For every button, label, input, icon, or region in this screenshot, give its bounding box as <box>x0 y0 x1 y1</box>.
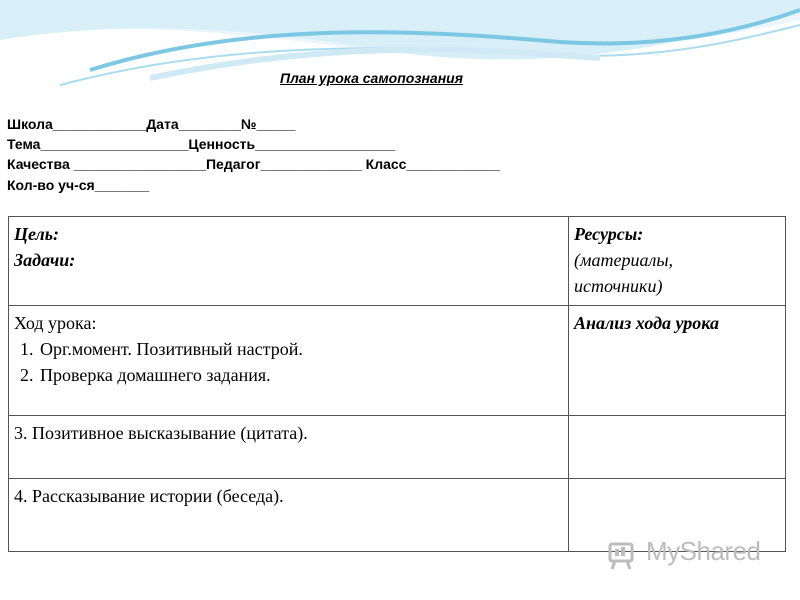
watermark-logo-icon <box>607 540 639 570</box>
empty-cell <box>569 415 786 478</box>
page-title: План урока самопознания <box>280 70 463 86</box>
goal-label: Цель: <box>14 224 59 244</box>
list-item: 2. Проверка домашнего задания. <box>38 362 563 388</box>
lesson-flow-heading: Ход урока: <box>14 312 97 333</box>
table-row <box>9 415 786 478</box>
watermark-text: MyShared <box>646 536 761 566</box>
field-line-topic-value: Тема___________________Ценность__________________ <box>7 136 396 152</box>
tasks-label: Задачи: <box>14 250 76 270</box>
quote-step-cell: 3. Позитивное высказывание (цитата). <box>9 415 569 478</box>
table-row <box>9 305 786 415</box>
analysis-label: Анализ хода урока <box>574 312 719 333</box>
lesson-steps-list <box>14 336 563 388</box>
resources-note-line-2: источники) <box>574 276 663 296</box>
lesson-plan-table <box>8 216 786 552</box>
analysis-cell <box>569 305 786 415</box>
field-line-qualities-teacher-class: Качества _________________Педагог_____________ Класс____________ <box>7 156 500 172</box>
resources-note-line-1: (материалы, <box>574 250 674 270</box>
field-line-student-count: Кол-во уч-ся_______ <box>7 177 150 193</box>
list-item: 1. Орг.момент. Позитивный настрой. <box>38 336 563 362</box>
resources-cell <box>569 217 786 306</box>
table-row <box>9 217 786 306</box>
resources-label: Ресурсы: <box>574 224 644 244</box>
field-line-school-date-number: Школа____________Дата________№_____ <box>7 116 296 132</box>
goal-tasks-cell <box>9 217 569 306</box>
lesson-flow-cell <box>9 305 569 415</box>
story-step-cell: 4. Рассказывание истории (беседа). <box>9 478 569 551</box>
